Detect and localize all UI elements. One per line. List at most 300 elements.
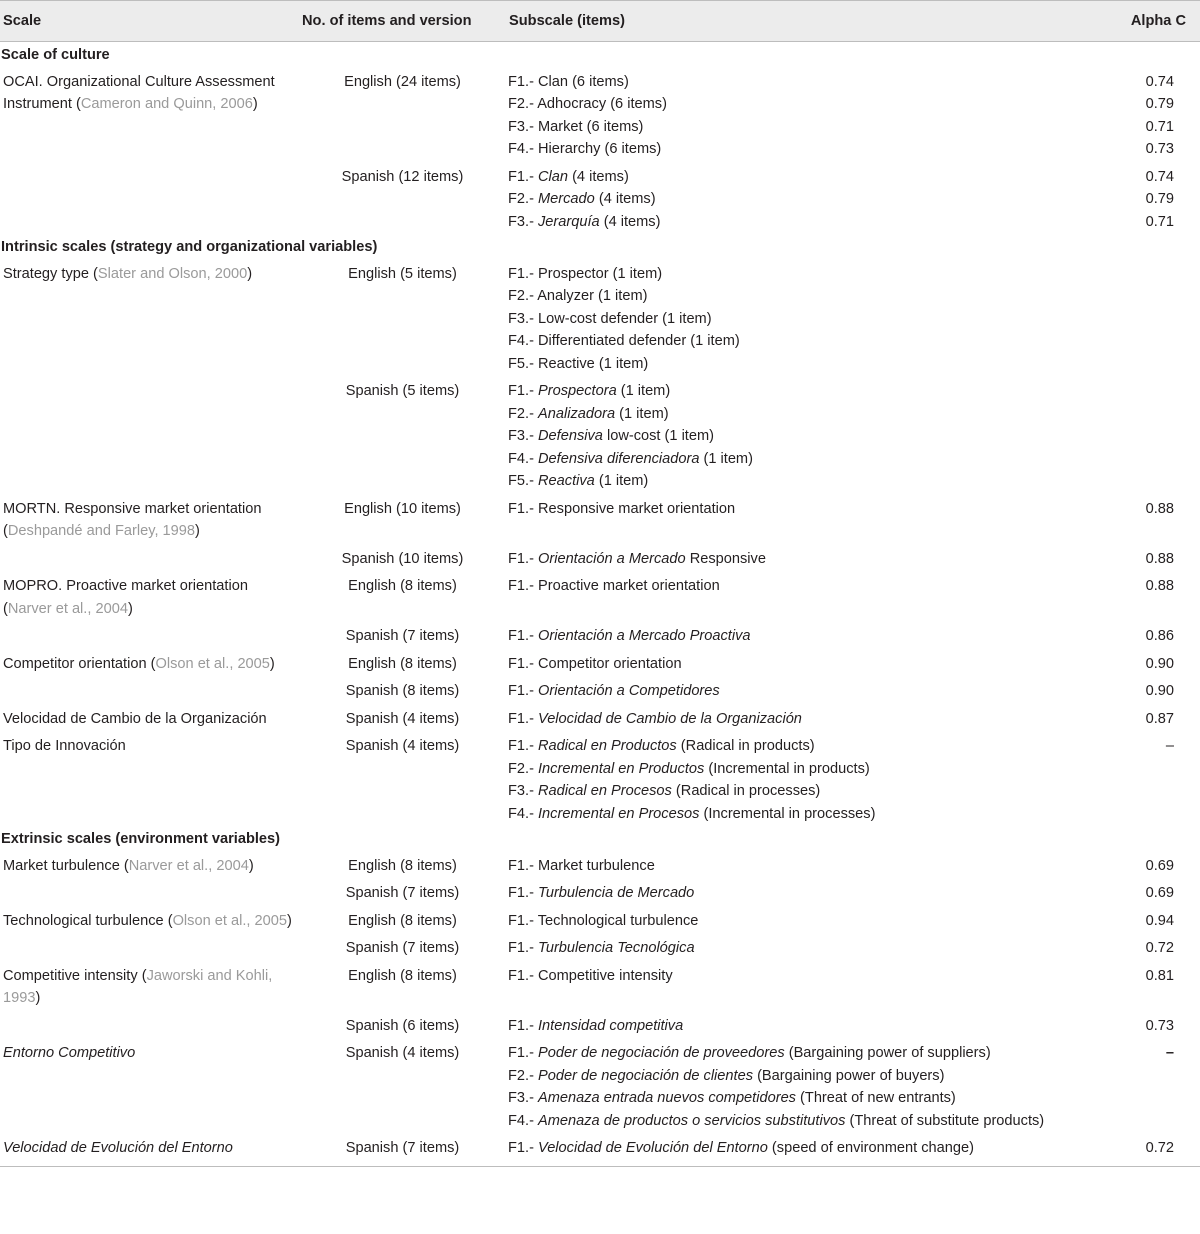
text-run: F2.- Adhocracy (6 items) bbox=[508, 96, 667, 112]
subscale-item bbox=[508, 1015, 1104, 1038]
text-run: Turbulencia de Mercado bbox=[538, 885, 695, 901]
table-row bbox=[0, 878, 1200, 906]
text-run: Incremental en Procesos bbox=[538, 805, 700, 822]
subscale-item bbox=[508, 425, 1104, 448]
alpha-value bbox=[1104, 285, 1174, 308]
alpha-cell bbox=[1104, 544, 1200, 572]
text-run: F4.- Differentiated defender (1 item) bbox=[508, 333, 740, 349]
alpha-value: 0.88 bbox=[1145, 550, 1174, 567]
alpha-cell bbox=[1104, 961, 1200, 1011]
text-run: (1 item) bbox=[616, 383, 671, 399]
scale-cell bbox=[0, 731, 299, 826]
text-run: F1.- bbox=[508, 683, 538, 699]
version-cell: Spanish (4 items) bbox=[345, 738, 460, 754]
subscale-item bbox=[508, 708, 1104, 731]
text-run: (Bargaining power of buyers) bbox=[753, 1067, 945, 1084]
alpha-value bbox=[1104, 758, 1174, 781]
table-row bbox=[0, 571, 1200, 621]
version-cell: English (8 items) bbox=[348, 857, 457, 874]
version-cell: Spanish (10 items) bbox=[341, 550, 464, 567]
citation-text: Olson et al., 2005 bbox=[172, 912, 287, 929]
scale-cell bbox=[0, 1133, 299, 1166]
alpha-value: – bbox=[1165, 1045, 1174, 1061]
alpha-value: 0.71 bbox=[1145, 118, 1174, 135]
text-run: Poder de negociación de proveedores bbox=[538, 1045, 785, 1061]
alpha-value bbox=[1104, 470, 1174, 493]
scale-cell bbox=[0, 162, 299, 235]
subscale-item bbox=[508, 188, 1104, 211]
subscale-cell bbox=[506, 376, 1104, 494]
text-run: F1.- bbox=[508, 940, 538, 956]
subscale-item bbox=[508, 211, 1104, 234]
subscale-item bbox=[508, 758, 1104, 781]
alpha-value bbox=[1104, 1087, 1174, 1110]
text-run: Radical en Productos bbox=[538, 738, 677, 754]
scale-cell bbox=[0, 961, 299, 1011]
text-run: (Threat of substitute products) bbox=[845, 1112, 1045, 1129]
version-cell: Spanish (7 items) bbox=[299, 1133, 506, 1166]
subscale-cell bbox=[506, 544, 1104, 572]
table-row bbox=[0, 1133, 1200, 1166]
alpha-value bbox=[1104, 780, 1174, 803]
alpha-cell bbox=[1104, 376, 1200, 494]
table-row bbox=[0, 621, 1200, 649]
subscale-item bbox=[508, 166, 1104, 189]
alpha-value bbox=[1104, 803, 1174, 826]
subscale-item bbox=[508, 882, 1104, 905]
text-run: ) bbox=[247, 265, 253, 282]
subscale-item bbox=[508, 285, 1104, 308]
text-run: Reactiva bbox=[538, 473, 595, 489]
text-run: ) bbox=[286, 912, 292, 929]
text-run: (Radical in processes) bbox=[671, 783, 821, 799]
alpha-value bbox=[1104, 448, 1174, 471]
scale-cell bbox=[0, 906, 299, 934]
subscale-cell bbox=[506, 162, 1104, 235]
citation-text: ( bbox=[93, 265, 98, 282]
alpha-value: 0.81 bbox=[1145, 967, 1174, 984]
subscale-item bbox=[508, 330, 1104, 353]
version-cell: Spanish (7 items) bbox=[345, 628, 460, 644]
scale-cell bbox=[0, 851, 299, 879]
alpha-cell bbox=[1104, 494, 1200, 544]
table-row bbox=[0, 67, 1200, 162]
subscale-item bbox=[508, 965, 1104, 988]
subscale-item bbox=[508, 308, 1104, 331]
scale-cell bbox=[0, 878, 299, 906]
citation-text: Jaworski and Kohli, 1993 bbox=[3, 967, 273, 1006]
citation-text: Narver et al., 2004 bbox=[7, 600, 128, 617]
alpha-value bbox=[1104, 353, 1174, 376]
text-run: F2.- bbox=[508, 760, 538, 777]
text-run: (1 item) bbox=[699, 450, 753, 467]
scale-cell bbox=[0, 676, 299, 704]
alpha-value: 0.79 bbox=[1145, 191, 1174, 207]
text-run: (Radical in products) bbox=[676, 738, 815, 754]
text-run: Velocidad de Evolución del Entorno bbox=[538, 1140, 768, 1156]
text-run: (Incremental in processes) bbox=[699, 805, 876, 822]
text-run: F5.- Reactive (1 item) bbox=[508, 355, 649, 372]
alpha-cell bbox=[1104, 1011, 1200, 1039]
text-run: F1.- Clan (6 items) bbox=[508, 73, 629, 90]
text-run: F2.- bbox=[508, 405, 538, 422]
citation-text: Narver et al., 2004 bbox=[128, 857, 249, 874]
citation-text: ( bbox=[167, 912, 173, 929]
table-row bbox=[0, 649, 1200, 677]
alpha-value: 0.94 bbox=[1145, 912, 1174, 929]
alpha-value: 0.90 bbox=[1145, 655, 1174, 672]
table-row bbox=[0, 544, 1200, 572]
subscale-cell bbox=[506, 906, 1104, 934]
text-run: F2.- bbox=[508, 1067, 538, 1084]
table-row bbox=[0, 704, 1200, 732]
text-run: F1.- bbox=[508, 168, 538, 185]
text-run: Velocidad de Cambio de la Organización bbox=[3, 710, 267, 727]
alpha-cell bbox=[1104, 1133, 1200, 1166]
subscale-item bbox=[508, 403, 1104, 426]
scale-cell bbox=[0, 571, 299, 621]
text-run: (Threat of new entrants) bbox=[795, 1090, 956, 1106]
subscale-cell bbox=[506, 1038, 1104, 1133]
subscale-item bbox=[508, 1110, 1104, 1133]
text-run: Responsive bbox=[685, 550, 766, 567]
alpha-cell bbox=[1104, 1038, 1200, 1133]
text-run: Velocidad de Evolución del Entorno bbox=[3, 1140, 233, 1156]
text-run: OCAI. Organizational Culture Assessment Instrument bbox=[3, 73, 275, 112]
version-cell: English (8 items) bbox=[348, 578, 457, 594]
subscale-item bbox=[508, 575, 1104, 598]
alpha-value: 0.90 bbox=[1145, 683, 1174, 699]
subscale-item bbox=[508, 1137, 1104, 1160]
text-run: Defensiva diferenciadora bbox=[538, 450, 700, 467]
text-run: F1.- bbox=[508, 738, 538, 754]
header-scale: Scale bbox=[0, 1, 299, 42]
text-run: MOPRO. Proactive market orientation bbox=[3, 578, 248, 594]
header-subscale: Subscale (items) bbox=[506, 1, 1104, 42]
alpha-cell bbox=[1104, 933, 1200, 961]
citation-text: Deshpandé and Farley, 1998 bbox=[7, 523, 196, 539]
text-run: F1.- bbox=[508, 885, 538, 901]
section-row bbox=[0, 234, 1200, 259]
alpha-cell bbox=[1104, 704, 1200, 732]
subscale-item bbox=[508, 116, 1104, 139]
alpha-value: 0.71 bbox=[1145, 213, 1174, 230]
text-run: F3.- Low-cost defender (1 item) bbox=[508, 310, 712, 327]
citation-text: Olson et al., 2005 bbox=[155, 655, 270, 672]
subscale-item bbox=[508, 653, 1104, 676]
table-row bbox=[0, 376, 1200, 494]
alpha-cell bbox=[1104, 259, 1200, 377]
text-run: F1.- bbox=[508, 383, 538, 399]
header-alpha: Alpha C bbox=[1104, 1, 1200, 42]
text-run: F1.- Competitive intensity bbox=[508, 967, 673, 984]
text-run: (1 item) bbox=[615, 405, 669, 422]
table-row bbox=[0, 961, 1200, 1011]
subscale-item bbox=[508, 937, 1104, 960]
subscale-cell bbox=[506, 1011, 1104, 1039]
text-run: F3.- bbox=[508, 213, 538, 230]
text-run: Market turbulence bbox=[3, 857, 124, 874]
table-row bbox=[0, 676, 1200, 704]
alpha-value: 0.88 bbox=[1145, 578, 1174, 594]
scale-cell bbox=[0, 1011, 299, 1039]
scale-cell bbox=[0, 1038, 299, 1133]
subscale-item bbox=[508, 470, 1104, 493]
alpha-cell bbox=[1104, 162, 1200, 235]
text-run: low-cost (1 item) bbox=[602, 428, 714, 444]
alpha-value bbox=[1104, 425, 1174, 448]
version-cell: Spanish (12 items) bbox=[341, 168, 464, 185]
section-title: Intrinsic scales (strategy and organizational variables) bbox=[1, 239, 378, 255]
citation-text: ( bbox=[3, 600, 8, 617]
scale-cell bbox=[0, 704, 299, 732]
scale-cell bbox=[0, 544, 299, 572]
alpha-value: 0.86 bbox=[1145, 628, 1174, 644]
text-run: F2.- Analyzer (1 item) bbox=[508, 288, 648, 304]
text-run: Orientación a Mercado bbox=[538, 550, 686, 567]
alpha-cell bbox=[1104, 851, 1200, 879]
version-cell: Spanish (6 items) bbox=[345, 1017, 460, 1034]
text-run: Orientación a Competidores bbox=[538, 683, 720, 699]
section-row bbox=[0, 826, 1200, 851]
version-cell: English (8 items) bbox=[348, 967, 457, 984]
subscale-item bbox=[508, 353, 1104, 376]
subscale-item bbox=[508, 910, 1104, 933]
text-run: ) bbox=[269, 655, 275, 672]
text-run: Tipo de Innovación bbox=[3, 738, 126, 754]
version-cell: English (5 items) bbox=[348, 265, 457, 282]
alpha-value: – bbox=[1165, 738, 1174, 754]
subscale-item bbox=[508, 93, 1104, 116]
text-run: (4 items) bbox=[568, 168, 629, 185]
text-run: F1.- bbox=[508, 1017, 538, 1034]
subscale-item bbox=[508, 498, 1104, 521]
subscale-item bbox=[508, 1042, 1104, 1065]
subscale-cell bbox=[506, 649, 1104, 677]
text-run: F1.- bbox=[508, 710, 538, 727]
citation-text: ( bbox=[76, 96, 81, 112]
subscale-item bbox=[508, 803, 1104, 826]
text-run: F4.- Hierarchy (6 items) bbox=[508, 141, 662, 157]
text-run: (speed of environment change) bbox=[767, 1140, 974, 1156]
text-run: F1.- Market turbulence bbox=[508, 857, 655, 874]
text-run: F2.- bbox=[508, 191, 538, 207]
alpha-value: 0.74 bbox=[1145, 168, 1174, 185]
version-cell: English (8 items) bbox=[348, 912, 457, 929]
text-run: Competitor orientation bbox=[3, 655, 151, 672]
text-run: ) bbox=[35, 990, 41, 1006]
scale-cell bbox=[0, 376, 299, 494]
text-run: Orientación a Mercado Proactiva bbox=[538, 628, 751, 644]
text-run: ) bbox=[195, 523, 200, 539]
table-row bbox=[0, 1011, 1200, 1039]
subscale-cell bbox=[506, 259, 1104, 377]
subscale-cell bbox=[506, 961, 1104, 1011]
alpha-cell bbox=[1104, 649, 1200, 677]
table-row bbox=[0, 259, 1200, 377]
text-run: MORTN. Responsive market orientation bbox=[3, 500, 262, 517]
version-cell: English (10 items) bbox=[344, 500, 461, 517]
text-run: Clan bbox=[538, 168, 569, 185]
subscale-cell bbox=[506, 494, 1104, 544]
text-run: F4.- bbox=[508, 1112, 538, 1129]
text-run: F1.- Competitor orientation bbox=[508, 655, 682, 672]
scale-cell bbox=[0, 259, 299, 377]
citation-text: ( bbox=[123, 857, 129, 874]
alpha-value: 0.69 bbox=[1145, 857, 1174, 874]
version-cell: Spanish (7 items) bbox=[345, 940, 460, 956]
table-row bbox=[0, 494, 1200, 544]
text-run: Jerarquía bbox=[538, 213, 600, 230]
subscale-item bbox=[508, 735, 1104, 758]
alpha-value: 0.73 bbox=[1145, 1017, 1174, 1034]
scale-cell bbox=[0, 649, 299, 677]
table-row bbox=[0, 162, 1200, 235]
alpha-value: 0.74 bbox=[1145, 73, 1174, 90]
alpha-value: 0.88 bbox=[1145, 500, 1174, 517]
alpha-value: 0.73 bbox=[1145, 141, 1174, 157]
alpha-cell bbox=[1104, 67, 1200, 162]
text-run: Prospectora bbox=[538, 383, 617, 399]
alpha-value: 0.69 bbox=[1145, 885, 1174, 901]
text-run: Amenaza de productos o servicios substitutivos bbox=[538, 1112, 846, 1129]
scale-cell bbox=[0, 621, 299, 649]
version-cell: English (24 items) bbox=[344, 73, 461, 90]
alpha-value: 0.79 bbox=[1145, 96, 1174, 112]
text-run: (4 items) bbox=[599, 213, 661, 230]
subscale-item bbox=[508, 1087, 1104, 1110]
alpha-cell bbox=[1104, 731, 1200, 826]
subscale-cell bbox=[506, 67, 1104, 162]
text-run: F1.- bbox=[508, 550, 538, 567]
text-run: Poder de negociación de clientes bbox=[538, 1067, 754, 1084]
alpha-value bbox=[1104, 1110, 1174, 1133]
text-run: F1.- bbox=[508, 1045, 538, 1061]
subscale-cell bbox=[506, 731, 1104, 826]
text-run: F1.- Proactive market orientation bbox=[508, 578, 720, 594]
alpha-value bbox=[1104, 380, 1174, 403]
text-run: F3.- Market (6 items) bbox=[508, 118, 644, 135]
table-row bbox=[0, 933, 1200, 961]
citation-text: ( bbox=[150, 655, 156, 672]
subscale-item bbox=[508, 548, 1104, 571]
text-run: F1.- Responsive market orientation bbox=[508, 500, 736, 517]
table-body bbox=[0, 42, 1200, 1167]
text-run: Strategy type bbox=[3, 265, 94, 282]
text-run: Amenaza entrada nuevos competidores bbox=[538, 1090, 796, 1106]
alpha-cell bbox=[1104, 571, 1200, 621]
text-run: F5.- bbox=[508, 473, 538, 489]
text-run: F3.- bbox=[508, 783, 538, 799]
subscale-item bbox=[508, 625, 1104, 648]
citation-text: Cameron and Quinn, 2006 bbox=[80, 96, 253, 112]
text-run: Turbulencia Tecnológica bbox=[538, 940, 695, 956]
version-cell: Spanish (7 items) bbox=[345, 885, 460, 901]
alpha-value: 0.87 bbox=[1145, 710, 1174, 727]
citation-text: ( bbox=[3, 523, 8, 539]
text-run: Mercado bbox=[538, 191, 595, 207]
subscale-cell bbox=[506, 704, 1104, 732]
alpha-value bbox=[1104, 403, 1174, 426]
subscale-item bbox=[508, 855, 1104, 878]
subscale-cell bbox=[506, 676, 1104, 704]
alpha-value: 0.72 bbox=[1145, 1140, 1174, 1156]
subscale-cell bbox=[506, 851, 1104, 879]
alpha-cell bbox=[1104, 621, 1200, 649]
citation-text: Slater and Olson, 2000 bbox=[97, 265, 248, 282]
text-run: F3.- bbox=[508, 1090, 538, 1106]
alpha-value: 0.72 bbox=[1145, 940, 1174, 956]
text-run: F4.- bbox=[508, 450, 538, 467]
table-row bbox=[0, 1038, 1200, 1133]
text-run: F1.- bbox=[508, 628, 538, 644]
subscale-item bbox=[508, 380, 1104, 403]
alpha-cell bbox=[1104, 906, 1200, 934]
text-run: Competitive intensity bbox=[3, 967, 142, 984]
text-run: Radical en Procesos bbox=[538, 783, 672, 799]
version-cell: Spanish (4 items) bbox=[345, 1045, 460, 1061]
header-row bbox=[0, 1, 1200, 42]
version-cell: Spanish (8 items) bbox=[345, 683, 460, 699]
subscale-cell bbox=[506, 571, 1104, 621]
text-run: F1.- Technological turbulence bbox=[508, 912, 699, 929]
alpha-value bbox=[1104, 308, 1174, 331]
text-run: Incremental en Productos bbox=[538, 760, 705, 777]
text-run: Defensiva bbox=[538, 428, 603, 444]
text-run: Intensidad competitiva bbox=[538, 1017, 684, 1034]
text-run: (4 items) bbox=[594, 191, 656, 207]
subscale-item bbox=[508, 1065, 1104, 1088]
subscale-item bbox=[508, 780, 1104, 803]
table-row bbox=[0, 906, 1200, 934]
text-run: Analizadora bbox=[538, 405, 616, 422]
scale-cell bbox=[0, 67, 299, 162]
text-run: F3.- bbox=[508, 428, 538, 444]
text-run: (Incremental in products) bbox=[704, 760, 870, 777]
table-row bbox=[0, 731, 1200, 826]
subscale-item bbox=[508, 138, 1104, 161]
alpha-value bbox=[1104, 1065, 1174, 1088]
subscale-cell bbox=[506, 621, 1104, 649]
text-run: (Bargaining power of suppliers) bbox=[784, 1045, 991, 1061]
alpha-cell bbox=[1104, 676, 1200, 704]
scale-cell bbox=[0, 933, 299, 961]
header-items-version: No. of items and version bbox=[299, 1, 506, 42]
subscale-cell bbox=[506, 878, 1104, 906]
alpha-cell bbox=[1104, 878, 1200, 906]
subscale-item bbox=[508, 680, 1104, 703]
text-run: Velocidad de Cambio de la Organización bbox=[538, 710, 802, 727]
subscale-cell bbox=[506, 933, 1104, 961]
alpha-value bbox=[1104, 330, 1174, 353]
text-run: ) bbox=[252, 96, 258, 112]
version-cell: English (8 items) bbox=[348, 655, 457, 672]
text-run: F1.- Prospector (1 item) bbox=[508, 265, 663, 282]
text-run: ) bbox=[127, 600, 133, 617]
text-run: Technological turbulence bbox=[3, 912, 168, 929]
table-row bbox=[0, 851, 1200, 879]
section-title: Scale of culture bbox=[1, 47, 110, 63]
section-row bbox=[0, 42, 1200, 67]
subscale-item bbox=[508, 71, 1104, 94]
text-run: Entorno Competitivo bbox=[3, 1045, 136, 1061]
subscale-item bbox=[508, 448, 1104, 471]
section-title: Extrinsic scales (environment variables) bbox=[1, 831, 281, 847]
version-cell: Spanish (4 items) bbox=[345, 710, 460, 727]
text-run: F1.- bbox=[508, 1140, 538, 1156]
text-run: ) bbox=[248, 857, 254, 874]
version-cell: Spanish (5 items) bbox=[345, 383, 460, 399]
